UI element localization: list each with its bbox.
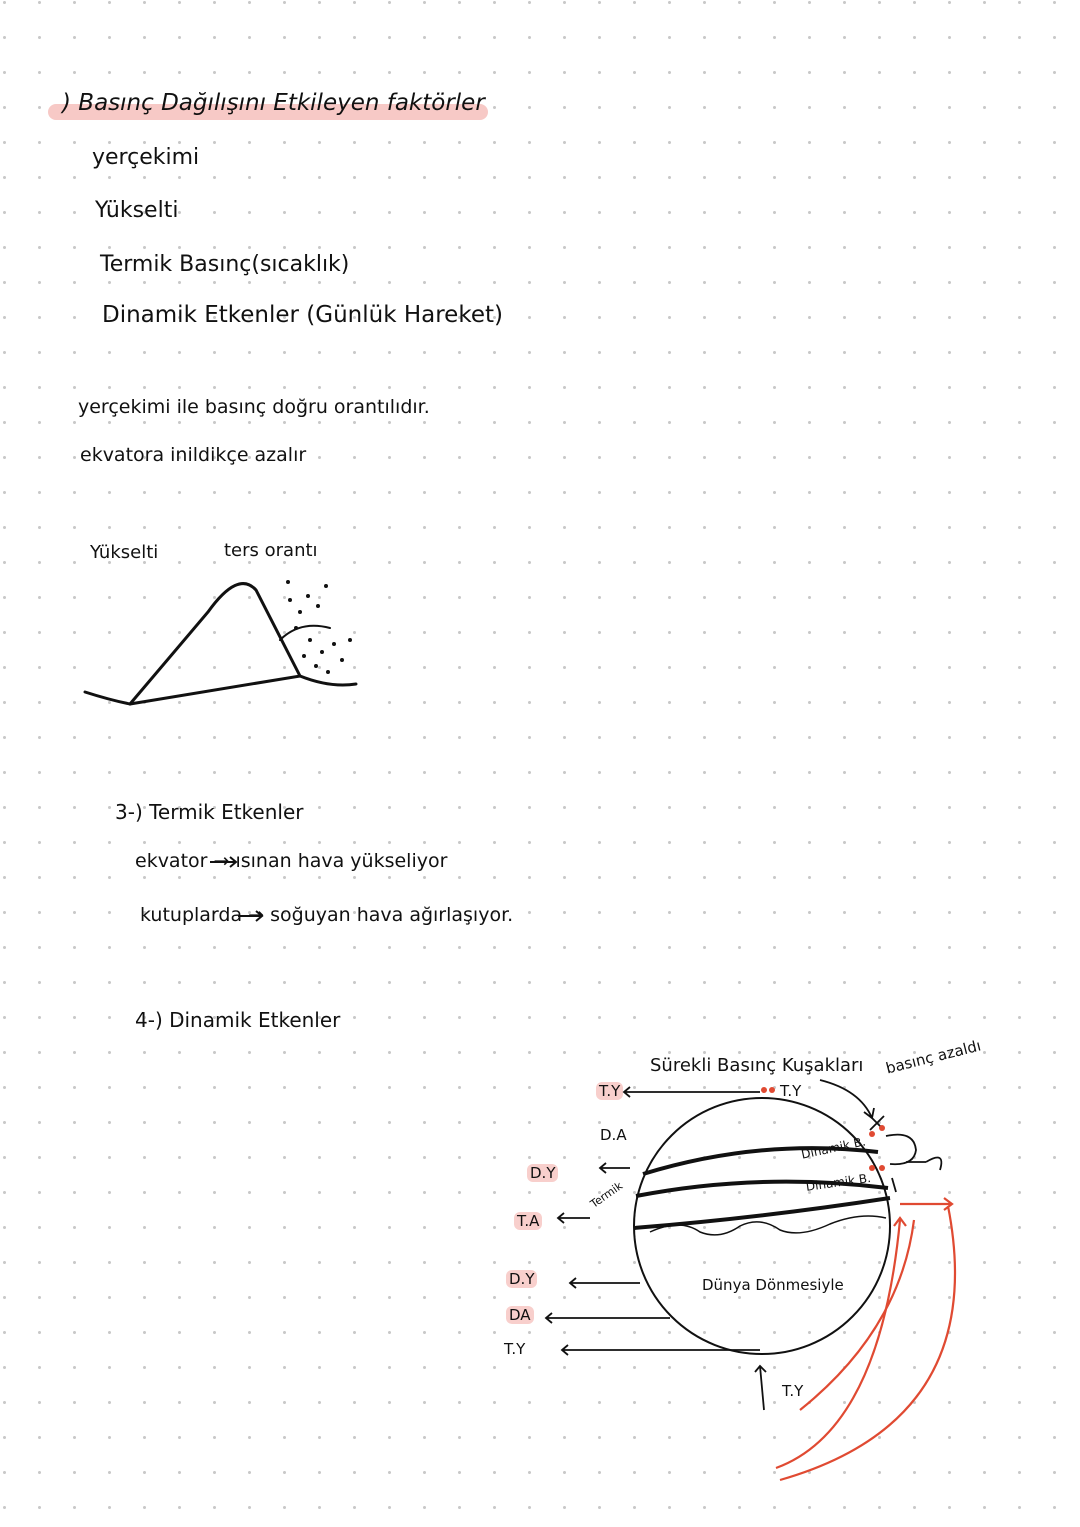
inverse-relation-label: ters orantı [224, 540, 318, 561]
note-equator: ekvatora inildikçe azalır [80, 444, 307, 466]
dynamic-title: 4-) Dinamik Etkenler [135, 1008, 341, 1032]
note-gravity-pressure: yerçekimi ile basınç doğru orantılıdır. [78, 396, 430, 418]
thermal-line-poles: kutuplarda → soğuyan hava ağırlaşıyor. [140, 904, 514, 926]
pressure-belts-title: Sürekli Basınç Kuşakları [650, 1055, 864, 1076]
left-label-ty-1: T.Y [596, 1082, 623, 1100]
left-label-ta: T.A [514, 1212, 542, 1230]
factor-dynamic: Dinamik Etkenler (Günlük Hareket) [102, 302, 503, 328]
termik-label: Termik [588, 1179, 626, 1211]
thermal-line-equator: ekvator → ısınan hava yükseliyor [135, 850, 448, 872]
arrow-icon [210, 857, 262, 921]
factor-thermal: Termik Basınç(sıcaklık) [100, 252, 350, 277]
mountain-shading [286, 580, 352, 674]
left-label-ty-2: T.Y [504, 1340, 526, 1358]
left-label-da-2: DA [506, 1306, 534, 1324]
factor-elevation: Yükselti [95, 198, 179, 223]
left-label-da-1: D.A [600, 1126, 627, 1144]
globe-drawing [634, 1098, 890, 1354]
dynamic-pressure-label-2: Dinamik B. [805, 1170, 872, 1194]
factor-gravity: yerçekimi [92, 145, 200, 170]
top-ty-label: T.Y [780, 1082, 802, 1100]
thermal-title: 3-) Termik Etkenler [115, 800, 304, 824]
left-arrows [546, 1087, 766, 1410]
right-arrows [820, 1080, 941, 1192]
dynamic-pressure-label-1: Dinamik B. [800, 1134, 867, 1162]
bottom-ty-label: T.Y [782, 1382, 804, 1400]
red-arrows [776, 1198, 955, 1480]
page-title: ) Basınç Dağılışını Etkileyen faktörler [62, 90, 485, 116]
left-label-dy-1: D.Y [527, 1164, 558, 1182]
mountain-sketch [85, 584, 356, 704]
pressure-decreased-note: basınç azaldı [884, 1036, 983, 1078]
earth-rotation-label: Dünya Dönmesiyle [702, 1276, 844, 1294]
elevation-label: Yükselti [90, 542, 159, 563]
left-label-dy-2: D.Y [506, 1270, 537, 1288]
